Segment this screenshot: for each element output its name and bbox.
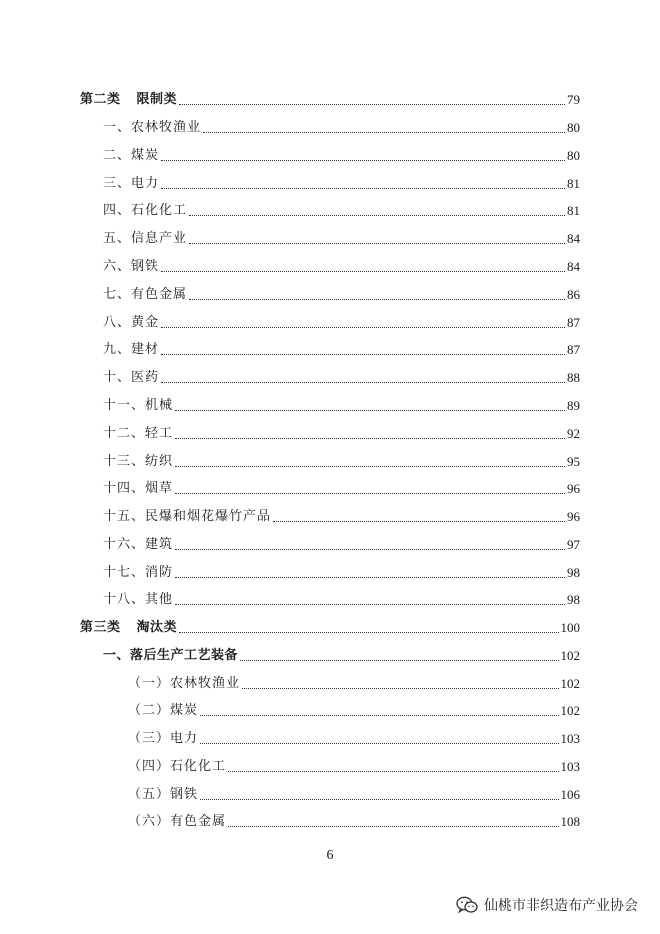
toc-page-number: 98 bbox=[567, 592, 580, 607]
toc-item-label: 三、电力 bbox=[103, 176, 160, 191]
toc-category-label bbox=[80, 620, 177, 636]
dot-leader bbox=[161, 382, 565, 383]
toc-item[interactable] bbox=[128, 699, 580, 719]
dot-leader bbox=[175, 493, 565, 494]
dot-leader bbox=[175, 410, 565, 411]
toc-subsection[interactable] bbox=[103, 644, 580, 664]
toc-item-label: （三）电力 bbox=[128, 731, 199, 746]
toc-page-number: 81 bbox=[567, 176, 580, 191]
dot-leader bbox=[228, 826, 558, 827]
toc-page-number: 97 bbox=[567, 537, 580, 552]
toc-item[interactable] bbox=[103, 422, 580, 442]
toc-page-number: 108 bbox=[560, 814, 580, 829]
toc-item-label: （六）有色金属 bbox=[128, 814, 227, 829]
toc-page-number: 102 bbox=[560, 648, 580, 663]
toc-item[interactable] bbox=[103, 477, 580, 497]
dot-leader bbox=[175, 438, 565, 439]
toc-page-number: 92 bbox=[567, 426, 580, 441]
dot-leader bbox=[228, 771, 558, 772]
toc-item[interactable] bbox=[103, 199, 580, 219]
toc-item-label: 七、有色金属 bbox=[103, 287, 188, 302]
toc-page-number: 102 bbox=[560, 703, 580, 718]
dot-leader bbox=[189, 243, 565, 244]
toc-page-number: 80 bbox=[567, 120, 580, 135]
toc-item[interactable] bbox=[103, 283, 580, 303]
dot-leader bbox=[161, 271, 565, 272]
dot-leader bbox=[175, 604, 565, 605]
toc-item[interactable] bbox=[103, 588, 580, 608]
toc-page-number: 79 bbox=[567, 92, 580, 107]
toc-page-number: 103 bbox=[560, 759, 580, 774]
toc-item-label: 十五、民爆和烟花爆竹产品 bbox=[103, 509, 272, 524]
dot-leader bbox=[200, 743, 558, 744]
toc-item[interactable] bbox=[128, 672, 580, 692]
toc-category-restricted[interactable] bbox=[80, 88, 580, 108]
toc-page-number: 96 bbox=[567, 509, 580, 524]
toc-item[interactable] bbox=[103, 450, 580, 470]
toc-item-label: 十六、建筑 bbox=[103, 537, 174, 552]
wechat-watermark bbox=[456, 895, 638, 915]
toc-item[interactable] bbox=[103, 505, 580, 525]
toc-item[interactable] bbox=[103, 311, 580, 331]
toc-page-number: 89 bbox=[567, 398, 580, 413]
toc-item-label: 十三、纺织 bbox=[103, 454, 174, 469]
dot-leader bbox=[200, 715, 558, 716]
wechat-icon bbox=[456, 896, 478, 914]
toc-page-number: 84 bbox=[567, 231, 580, 246]
dot-leader bbox=[203, 132, 565, 133]
dot-leader bbox=[175, 466, 565, 467]
toc-page-number: 100 bbox=[560, 620, 580, 635]
toc-item-label: 九、建材 bbox=[103, 342, 160, 357]
dot-leader bbox=[175, 577, 565, 578]
toc-item-label: 二、煤炭 bbox=[103, 148, 160, 163]
toc-category-eliminated[interactable] bbox=[80, 616, 580, 636]
dot-leader bbox=[161, 160, 565, 161]
toc-page-number: 86 bbox=[567, 287, 580, 302]
dot-leader bbox=[161, 327, 565, 328]
toc-item[interactable] bbox=[103, 394, 580, 414]
toc-item-label: 八、黄金 bbox=[103, 315, 160, 330]
dot-leader bbox=[175, 549, 565, 550]
toc-category-title: 淘汰类 bbox=[136, 620, 178, 635]
dot-leader bbox=[200, 799, 558, 800]
toc-item-label: 六、钢铁 bbox=[103, 259, 160, 274]
toc-item-label: 一、农林牧渔业 bbox=[103, 120, 202, 135]
toc-item-label: （二）煤炭 bbox=[128, 703, 199, 718]
toc-page-number: 95 bbox=[567, 454, 580, 469]
toc-item[interactable] bbox=[103, 338, 580, 358]
dot-leader bbox=[161, 354, 565, 355]
toc-item-label: 十四、烟草 bbox=[103, 481, 174, 496]
toc-page-number: 102 bbox=[560, 676, 580, 691]
toc-item[interactable] bbox=[103, 227, 580, 247]
toc-item[interactable] bbox=[103, 255, 580, 275]
toc-item-label: （一）农林牧渔业 bbox=[128, 676, 241, 691]
toc-item-label: 五、信息产业 bbox=[103, 231, 188, 246]
toc-category-prefix: 第二类 bbox=[80, 92, 121, 107]
dot-leader bbox=[240, 660, 558, 661]
toc-item[interactable] bbox=[128, 810, 580, 830]
toc-page-number: 96 bbox=[567, 481, 580, 496]
toc-item[interactable] bbox=[103, 144, 580, 164]
toc-item[interactable] bbox=[103, 561, 580, 581]
toc-item-label: 十二、轻工 bbox=[103, 426, 174, 441]
toc-item[interactable] bbox=[103, 116, 580, 136]
toc-item[interactable] bbox=[103, 533, 580, 553]
dot-leader bbox=[179, 632, 558, 633]
toc-subsection-label: 一、落后生产工艺装备 bbox=[103, 648, 239, 663]
toc-item-label: 十七、消防 bbox=[103, 565, 174, 580]
toc-page-number: 103 bbox=[560, 731, 580, 746]
toc-item-label: 十一、机械 bbox=[103, 398, 174, 413]
dot-leader bbox=[242, 688, 558, 689]
toc-item-label: （五）钢铁 bbox=[128, 787, 199, 802]
watermark-text: 仙桃市非织造布产业协会 bbox=[484, 898, 638, 914]
toc-page-number: 98 bbox=[567, 565, 580, 580]
toc-item[interactable] bbox=[128, 727, 580, 747]
toc-page-number: 80 bbox=[567, 148, 580, 163]
toc-item[interactable] bbox=[103, 366, 580, 386]
toc-page-number: 81 bbox=[567, 203, 580, 218]
toc-category-prefix: 第三类 bbox=[80, 620, 121, 635]
toc-page-number: 88 bbox=[567, 370, 580, 385]
dot-leader bbox=[189, 299, 565, 300]
toc-page-number: 87 bbox=[567, 315, 580, 330]
dot-leader bbox=[189, 215, 565, 216]
toc-item-label: 十、医药 bbox=[103, 370, 160, 385]
toc-page-number: 106 bbox=[560, 787, 580, 802]
toc-page-number: 87 bbox=[567, 342, 580, 357]
toc-category-title: 限制类 bbox=[136, 92, 178, 107]
toc-item[interactable] bbox=[128, 783, 580, 803]
page-number: 6 bbox=[326, 848, 334, 863]
toc-item-label: 四、石化化工 bbox=[103, 203, 188, 218]
toc-item[interactable] bbox=[128, 755, 580, 775]
dot-leader bbox=[161, 188, 565, 189]
toc-page-number: 84 bbox=[567, 259, 580, 274]
dot-leader bbox=[179, 104, 565, 105]
toc-item-label: （四）石化化工 bbox=[128, 759, 227, 774]
toc-category-label bbox=[80, 92, 177, 108]
toc-item[interactable] bbox=[103, 172, 580, 192]
dot-leader bbox=[273, 521, 565, 522]
toc-item-label: 十八、其他 bbox=[103, 592, 174, 607]
